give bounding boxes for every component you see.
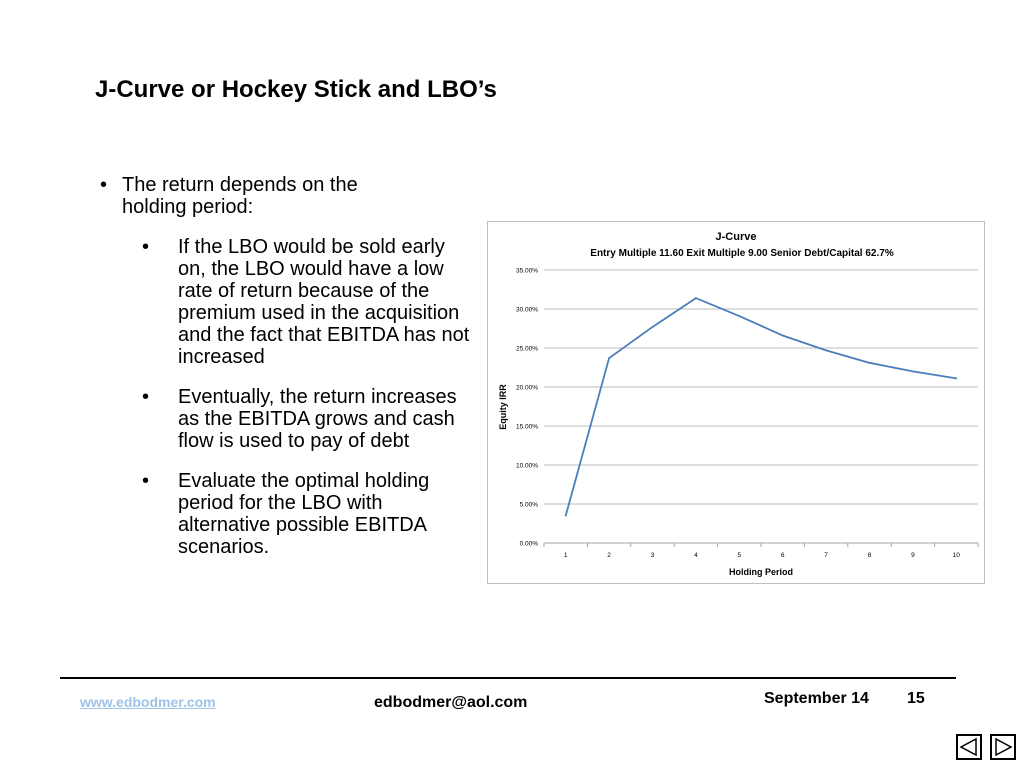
y-tick-label: 20.00% [515,384,538,392]
chart-subtitle: Entry Multiple 11.60 Exit Multiple 9.00 Senior Debt/Capital 62.7% [590,248,894,259]
data-point [912,371,914,373]
series-line [566,298,957,516]
y-tick-label: 35.00% [515,267,538,275]
sub-bullet-text: If the LBO would be sold early on, the LBO would have a low rate of return because of the premium used in the acquisition and the fact that EBITDA has not increased [178,236,470,368]
bullet-dot: • [100,174,108,196]
footer-email: edbodmer@aol.com [374,694,528,711]
bullet-dot: • [142,470,150,492]
j-curve-chart [487,221,985,584]
sub-bullet [100,236,480,368]
data-point [825,349,827,351]
x-tick-label: 2 [607,552,611,559]
sub-bullet-text: Evaluate the optimal holding period for the LBO with alternative possible EBITDA scenarios. [178,470,430,558]
x-tick-label: 4 [694,552,698,559]
footer-date: September 14 [764,690,869,707]
data-point [608,357,610,359]
sub-bullet [100,386,480,452]
data-point [738,315,740,317]
y-axis-label: Equity IRR [498,384,508,430]
data-point [869,362,871,364]
x-tick-label: 1 [563,552,568,559]
triangle-left-icon [958,736,980,758]
y-tick-label: 0.00% [519,540,538,548]
x-tick-label: 5 [737,552,742,559]
y-tick-label: 25.00% [515,345,538,353]
bullet-dot: • [142,386,150,408]
website-link[interactable]: www.edbodmer.com [80,694,216,710]
x-tick-label: 7 [824,552,828,559]
bullet-list [100,174,480,558]
next-slide-button[interactable] [990,734,1016,760]
page-number: 15 [907,690,925,707]
data-point [565,515,567,517]
x-tick-label: 8 [867,552,872,559]
data-point [652,326,654,328]
y-tick-label: 10.00% [515,462,538,470]
x-tick-label: 9 [911,552,915,559]
y-tick-label: 5.00% [519,501,538,509]
data-point [695,297,697,299]
sub-bullet [100,470,480,558]
chart-svg [488,222,984,583]
bullet-main-text: The return depends on the holding period: [122,174,358,218]
footer-divider [60,677,956,679]
x-axis-label: Holding Period [729,567,793,577]
y-tick-label: 30.00% [515,306,538,314]
slide-title: J-Curve or Hockey Stick and LBO’s [95,76,497,103]
y-tick-label: 15.00% [515,423,538,431]
previous-slide-button[interactable] [956,734,982,760]
bullet-dot: • [142,236,150,258]
data-point [782,335,784,337]
x-tick-label: 6 [780,552,785,559]
triangle-right-icon [992,736,1014,758]
chart-title: J-Curve [715,231,757,243]
data-point [955,378,957,380]
sub-bullet-text: Eventually, the return increases as the EBITDA grows and cash flow is used to pay of debt [178,386,457,452]
x-tick-label: 10 [952,552,960,559]
bullet-main [100,174,480,218]
x-tick-label: 3 [650,552,655,559]
